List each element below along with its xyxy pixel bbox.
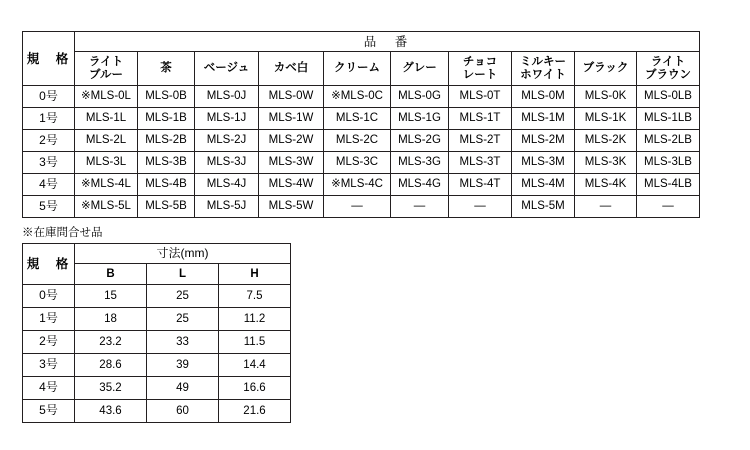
column-header-beige: ベージュ [195, 52, 259, 86]
column-header-b: B [75, 264, 147, 285]
product-number-table [22, 31, 700, 218]
row-spec: 3号 [23, 152, 75, 174]
cell-value: MLS-2L [75, 130, 138, 152]
cell-value: 33 [147, 331, 219, 354]
cell-value: ※MLS-5L [75, 196, 138, 218]
column-header-wall-white: カベ白 [259, 52, 324, 86]
row-spec: 0号 [23, 285, 75, 308]
table-row [23, 354, 291, 377]
cell-value: MLS-4J [195, 174, 259, 196]
row-spec: 2号 [23, 130, 75, 152]
cell-value: MLS-0J [195, 86, 259, 108]
column-header-light-blue: ライト ブルー [75, 52, 138, 86]
cell-value: MLS-5M [512, 196, 575, 218]
cell-value: MLS-3T [449, 152, 512, 174]
cell-value: MLS-3W [259, 152, 324, 174]
column-header-cream: クリーム [324, 52, 391, 86]
cell-value: MLS-2T [449, 130, 512, 152]
cell-value: MLS-1K [575, 108, 637, 130]
table-header-band-row [23, 32, 700, 52]
cell-value: ※MLS-0C [324, 86, 391, 108]
cell-value: MLS-1L [75, 108, 138, 130]
row-spec: 1号 [23, 108, 75, 130]
cell-value: MLS-1J [195, 108, 259, 130]
table-row [23, 86, 700, 108]
cell-value: MLS-3LB [637, 152, 700, 174]
cell-value: 39 [147, 354, 219, 377]
row-spec: 5号 [23, 400, 75, 423]
cell-value: MLS-3L [75, 152, 138, 174]
cell-value: ※MLS-4L [75, 174, 138, 196]
cell-value: MLS-4W [259, 174, 324, 196]
row-spec: 1号 [23, 308, 75, 331]
cell-value: — [449, 196, 512, 218]
row-spec: 2号 [23, 331, 75, 354]
cell-value: 11.2 [219, 308, 291, 331]
cell-value: MLS-0K [575, 86, 637, 108]
stock-inquiry-note: ※在庫問合せ品 [22, 227, 103, 239]
cell-value: MLS-4M [512, 174, 575, 196]
row-spec: 0号 [23, 86, 75, 108]
table-row [23, 108, 700, 130]
cell-value: 43.6 [75, 400, 147, 423]
cell-value: 15 [75, 285, 147, 308]
cell-value: MLS-4B [138, 174, 195, 196]
cell-value: MLS-2B [138, 130, 195, 152]
product-number-band-header: 品 番 [75, 32, 700, 52]
cell-value: MLS-2K [575, 130, 637, 152]
column-header-chocolate: チョコ レート [449, 52, 512, 86]
table-header-columns-row [23, 52, 700, 86]
table-row [23, 308, 291, 331]
dimensions-header-band-row [23, 244, 291, 264]
cell-value: — [637, 196, 700, 218]
table-row [23, 377, 291, 400]
cell-value: MLS-2G [391, 130, 449, 152]
cell-value: — [575, 196, 637, 218]
dimensions-band-header: 寸法(mm) [75, 244, 291, 264]
cell-value: MLS-3J [195, 152, 259, 174]
cell-value: MLS-2M [512, 130, 575, 152]
cell-value: MLS-2LB [637, 130, 700, 152]
table-row [23, 285, 291, 308]
column-header-gray: グレー [391, 52, 449, 86]
cell-value: MLS-5W [259, 196, 324, 218]
table-row [23, 331, 291, 354]
column-header-brown: 茶 [138, 52, 195, 86]
cell-value: MLS-0B [138, 86, 195, 108]
cell-value: 11.5 [219, 331, 291, 354]
row-spec: 5号 [23, 196, 75, 218]
cell-value: MLS-5J [195, 196, 259, 218]
cell-value: 60 [147, 400, 219, 423]
cell-value: 18 [75, 308, 147, 331]
cell-value: MLS-3C [324, 152, 391, 174]
column-header-h: H [219, 264, 291, 285]
table-row [23, 130, 700, 152]
cell-value: 25 [147, 308, 219, 331]
row-spec: 3号 [23, 354, 75, 377]
cell-value: MLS-1B [138, 108, 195, 130]
cell-value: 23.2 [75, 331, 147, 354]
cell-value: 28.6 [75, 354, 147, 377]
column-header-light-brown: ライト ブラウン [637, 52, 700, 86]
cell-value: MLS-2C [324, 130, 391, 152]
cell-value: 25 [147, 285, 219, 308]
cell-value: MLS-0T [449, 86, 512, 108]
column-header-black: ブラック [575, 52, 637, 86]
cell-value: 35.2 [75, 377, 147, 400]
spec-header-cell: 規 格 [23, 32, 75, 86]
cell-value: ※MLS-0L [75, 86, 138, 108]
cell-value: MLS-3B [138, 152, 195, 174]
cell-value: — [391, 196, 449, 218]
cell-value: MLS-1LB [637, 108, 700, 130]
cell-value: MLS-3M [512, 152, 575, 174]
cell-value: — [324, 196, 391, 218]
cell-value: MLS-4G [391, 174, 449, 196]
column-header-milky-white: ミルキー ホワイト [512, 52, 575, 86]
cell-value: ※MLS-4C [324, 174, 391, 196]
cell-value: 7.5 [219, 285, 291, 308]
cell-value: MLS-4K [575, 174, 637, 196]
dimensions-spec-header-cell: 規 格 [23, 244, 75, 285]
cell-value: 21.6 [219, 400, 291, 423]
cell-value: MLS-4T [449, 174, 512, 196]
dimensions-table [22, 243, 291, 423]
table-row [23, 400, 291, 423]
cell-value: MLS-0LB [637, 86, 700, 108]
cell-value: 16.6 [219, 377, 291, 400]
cell-value: MLS-3G [391, 152, 449, 174]
cell-value: 14.4 [219, 354, 291, 377]
cell-value: MLS-0M [512, 86, 575, 108]
cell-value: MLS-2J [195, 130, 259, 152]
row-spec: 4号 [23, 174, 75, 196]
cell-value: MLS-0G [391, 86, 449, 108]
cell-value: MLS-4LB [637, 174, 700, 196]
cell-value: MLS-1T [449, 108, 512, 130]
cell-value: MLS-1C [324, 108, 391, 130]
cell-value: MLS-1G [391, 108, 449, 130]
table-row [23, 174, 700, 196]
cell-value: MLS-5B [138, 196, 195, 218]
table-row [23, 196, 700, 218]
cell-value: MLS-1M [512, 108, 575, 130]
cell-value: MLS-3K [575, 152, 637, 174]
column-header-l: L [147, 264, 219, 285]
row-spec: 4号 [23, 377, 75, 400]
cell-value: MLS-0W [259, 86, 324, 108]
cell-value: MLS-2W [259, 130, 324, 152]
cell-value: MLS-1W [259, 108, 324, 130]
table-row [23, 152, 700, 174]
cell-value: 49 [147, 377, 219, 400]
